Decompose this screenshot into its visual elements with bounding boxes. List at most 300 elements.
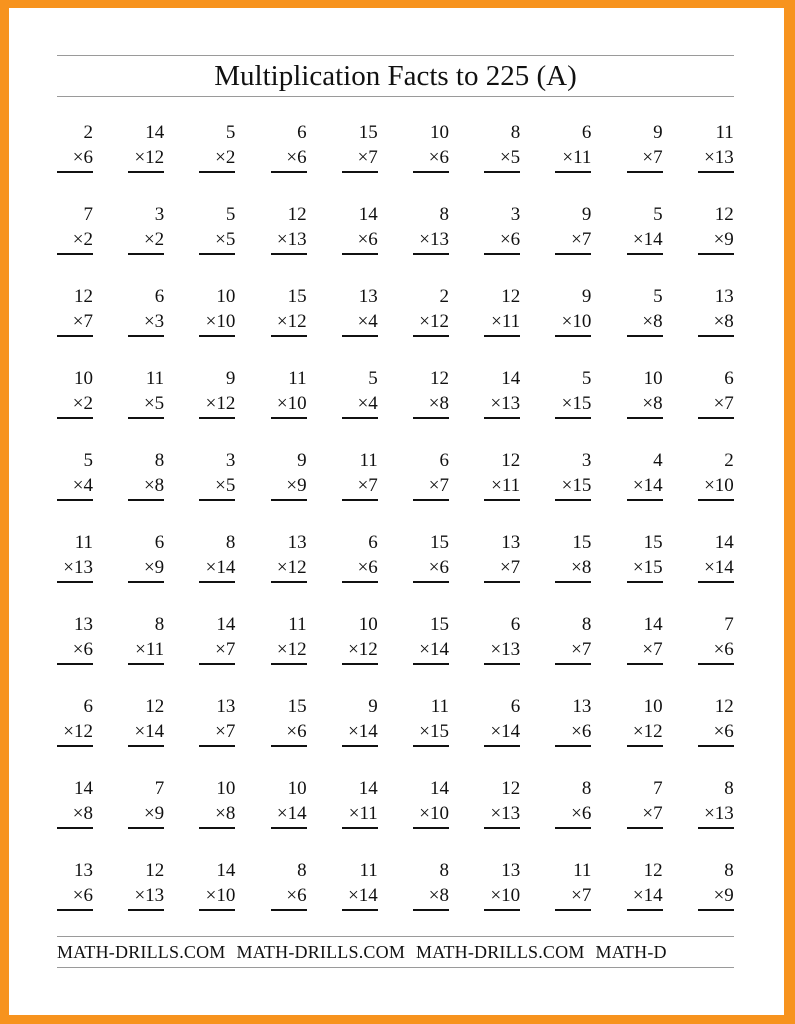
problem [484,860,520,910]
problem [698,204,734,254]
multiplier: ×7 [571,885,592,906]
problem-row [57,122,734,204]
answer-line [484,581,520,583]
multiplicand: 11 [288,614,307,635]
multiplier: ×6 [72,639,93,660]
problem-row [57,778,734,860]
multiplier: ×13 [276,229,307,250]
answer-line [128,581,164,583]
multiplicand: 9 [225,368,236,389]
multiplier: ×6 [286,147,307,168]
multiplicand: 6 [154,286,165,307]
answer-line [57,499,93,501]
multiplier: ×6 [286,721,307,742]
problem [484,614,520,664]
answer-line [342,171,378,173]
multiplicand: 12 [430,368,449,389]
multiplier: ×12 [276,311,307,332]
problem-row [57,532,734,614]
multiplier: ×6 [286,885,307,906]
multiplier: ×8 [713,311,734,332]
problem [484,122,520,172]
problem [271,614,307,664]
multiplier: ×13 [134,885,165,906]
multiplier: ×10 [276,393,307,414]
multiplicand: 9 [368,696,378,717]
problem [698,532,734,582]
problem [555,778,591,828]
multiplier: ×12 [348,639,378,660]
multiplier: ×2 [72,229,93,250]
problem [271,532,307,582]
problem [199,204,235,254]
multiplicand: 7 [724,614,734,635]
problem [413,286,449,336]
answer-line [484,417,520,419]
answer-line [57,581,93,583]
problem [57,696,93,746]
problem [271,122,307,172]
multiplier: ×8 [642,311,663,332]
multiplier: ×7 [571,229,592,250]
answer-line [698,499,734,501]
multiplier: ×8 [642,393,663,414]
multiplicand: 13 [287,532,307,553]
answer-line [413,253,449,255]
multiplicand: 7 [154,778,165,799]
problem [627,696,663,746]
problem [271,778,307,828]
multiplier: ×11 [348,803,378,824]
multiplicand: 11 [74,532,93,553]
answer-line [555,335,591,337]
multiplicand: 6 [154,532,165,553]
problem [271,860,307,910]
problem [199,696,235,746]
problem [627,122,663,172]
multiplicand: 12 [501,778,521,799]
multiplier: ×6 [571,721,592,742]
problem-row [57,696,734,778]
multiplier: ×5 [215,475,236,496]
problem [199,614,235,664]
multiplicand: 11 [430,696,449,717]
multiplier: ×12 [419,311,449,332]
multiplier: ×10 [561,311,592,332]
answer-line [342,663,378,665]
answer-line [342,335,378,337]
answer-line [271,499,307,501]
problem [555,614,591,664]
multiplicand: 5 [653,204,663,225]
multiplicand: 7 [653,778,663,799]
answer-line [342,499,378,501]
answer-line [57,663,93,665]
multiplicand: 11 [359,860,378,881]
multiplier: ×11 [491,311,521,332]
multiplicand: 4 [653,450,663,471]
problem [57,368,93,418]
multiplicand: 10 [643,368,663,389]
problem [555,368,591,418]
multiplier: ×8 [571,557,592,578]
answer-line [128,417,164,419]
problem [484,532,520,582]
multiplier: ×8 [428,393,449,414]
multiplier: ×6 [713,639,734,660]
problem [57,532,93,582]
answer-line [484,171,520,173]
multiplicand: 10 [216,286,236,307]
multiplier: ×2 [215,147,236,168]
multiplicand: 5 [225,204,236,225]
answer-line [698,171,734,173]
multiplicand: 5 [653,286,663,307]
answer-line [128,253,164,255]
multiplicand: 2 [83,122,93,143]
multiplier: ×7 [499,557,521,578]
problem [199,122,235,172]
multiplier: ×15 [419,721,449,742]
multiplier: ×6 [499,229,521,250]
problem [128,532,164,582]
multiplicand: 12 [145,696,165,717]
problem [128,368,164,418]
problem [698,696,734,746]
answer-line [484,827,520,829]
footer-brand-text: MATH-D [595,942,667,962]
problem [57,614,93,664]
multiplier: ×14 [419,639,449,660]
answer-line [627,171,663,173]
multiplicand: 9 [581,286,592,307]
multiplier: ×13 [63,557,93,578]
multiplier: ×11 [491,475,521,496]
problem [128,778,164,828]
multiplier: ×6 [428,147,449,168]
multiplicand: 13 [501,860,521,881]
answer-line [271,171,307,173]
multiplier: ×2 [143,229,165,250]
multiplier: ×13 [704,803,734,824]
problem [128,122,164,172]
problem [342,450,378,500]
multiplicand: 13 [74,860,93,881]
answer-line [555,499,591,501]
multiplicand: 14 [430,778,449,799]
title-bar [57,55,734,97]
answer-line [57,745,93,747]
answer-line [128,663,164,665]
problem [484,286,520,336]
problem [199,368,235,418]
answer-line [627,417,663,419]
multiplicand: 6 [83,696,93,717]
multiplicand: 6 [581,122,592,143]
problem [342,286,378,336]
answer-line [484,745,520,747]
multiplicand: 12 [74,286,93,307]
multiplicand: 3 [225,450,236,471]
multiplier: ×13 [490,803,521,824]
problem [199,286,235,336]
answer-line [627,663,663,665]
multiplier: ×7 [215,721,236,742]
answer-line [128,827,164,829]
multiplier: ×9 [286,475,307,496]
answer-line [342,581,378,583]
problem [128,696,164,746]
answer-line [413,827,449,829]
problem [484,204,520,254]
problem [555,286,591,336]
multiplicand: 6 [510,614,521,635]
answer-line [342,827,378,829]
answer-line [199,171,235,173]
problem [413,532,449,582]
problem [555,860,591,910]
multiplier: ×2 [72,393,93,414]
multiplicand: 8 [724,860,734,881]
multiplier: ×9 [713,885,734,906]
problem-row [57,614,734,696]
problem [484,778,520,828]
problem [698,286,734,336]
answer-line [413,335,449,337]
multiplier: ×6 [357,229,378,250]
problem [698,614,734,664]
problem [555,696,591,746]
answer-line [271,909,307,911]
problem [627,778,663,828]
answer-line [271,827,307,829]
multiplicand: 14 [216,860,236,881]
answer-line [698,745,734,747]
answer-line [271,581,307,583]
multiplicand: 8 [225,532,236,553]
multiplicand: 13 [358,286,378,307]
answer-line [484,253,520,255]
problem [555,532,591,582]
answer-line [555,581,591,583]
problem [413,122,449,172]
multiplier: ×14 [348,721,378,742]
answer-line [413,581,449,583]
multiplicand: 15 [287,286,307,307]
problem [57,122,93,172]
answer-line [57,909,93,911]
problem [413,860,449,910]
answer-line [413,745,449,747]
answer-line [555,253,591,255]
multiplicand: 14 [714,532,734,553]
problem [555,450,591,500]
multiplier: ×7 [215,639,236,660]
answer-line [128,745,164,747]
multiplicand: 11 [359,450,378,471]
multiplicand: 14 [216,614,236,635]
answer-line [57,335,93,337]
multiplier: ×6 [357,557,378,578]
multiplicand: 8 [154,614,165,635]
multiplicand: 13 [216,696,236,717]
problem-row [57,286,734,368]
multiplier: ×12 [63,721,93,742]
answer-line [128,909,164,911]
multiplier: ×6 [571,803,592,824]
multiplicand: 12 [714,204,734,225]
answer-line [199,417,235,419]
answer-line [413,663,449,665]
answer-line [627,581,663,583]
problem-row [57,204,734,286]
footer-brand [57,936,734,968]
multiplicand: 2 [724,450,734,471]
problem [128,860,164,910]
multiplier: ×14 [490,721,521,742]
multiplier: ×6 [72,885,93,906]
multiplier: ×7 [642,639,663,660]
problem [627,204,663,254]
answer-line [271,663,307,665]
multiplicand: 12 [501,450,521,471]
multiplicand: 10 [358,614,378,635]
problem [342,122,378,172]
multiplier: ×13 [704,147,734,168]
multiplier: ×6 [713,721,734,742]
answer-line [57,827,93,829]
problem [57,286,93,336]
answer-line [555,827,591,829]
multiplicand: 15 [430,614,449,635]
multiplicand: 15 [430,532,449,553]
multiplicand: 8 [439,204,449,225]
multiplier: ×9 [143,557,165,578]
multiplier: ×11 [562,147,592,168]
problem [199,450,235,500]
answer-line [627,499,663,501]
multiplicand: 3 [154,204,165,225]
multiplicand: 8 [154,450,165,471]
multiplier: ×11 [135,639,165,660]
footer-brand-text: MATH-DRILLS.COM [57,942,226,962]
multiplier: ×7 [713,393,734,414]
multiplicand: 8 [439,860,449,881]
multiplier: ×7 [642,147,663,168]
multiplicand: 5 [83,450,93,471]
problem [413,614,449,664]
multiplier: ×7 [357,475,378,496]
problem [413,696,449,746]
answer-line [555,745,591,747]
answer-line [484,909,520,911]
multiplier: ×8 [72,803,93,824]
multiplier: ×8 [428,885,449,906]
answer-line [342,253,378,255]
answer-line [698,335,734,337]
answer-line [199,581,235,583]
problem [698,122,734,172]
multiplicand: 13 [572,696,592,717]
problem [627,286,663,336]
problem [199,532,235,582]
multiplier: ×8 [215,803,236,824]
answer-line [484,663,520,665]
problem [128,204,164,254]
problem [271,204,307,254]
multiplicand: 11 [715,122,734,143]
multiplier: ×5 [215,229,236,250]
answer-line [199,335,235,337]
problem [128,614,164,664]
multiplicand: 14 [145,122,165,143]
footer-brand-text: MATH-DRILLS.COM [416,942,585,962]
multiplicand: 5 [225,122,236,143]
multiplicand: 12 [501,286,521,307]
answer-line [698,581,734,583]
problem [342,778,378,828]
multiplicand: 8 [724,778,734,799]
multiplier: ×9 [143,803,165,824]
answer-line [57,171,93,173]
multiplier: ×6 [428,557,449,578]
problem [627,368,663,418]
multiplier: ×10 [205,311,236,332]
problem [128,450,164,500]
problem-row [57,450,734,532]
answer-line [627,253,663,255]
multiplier: ×12 [276,639,307,660]
page-title: Multiplication Facts to 225 (A) [214,59,577,92]
answer-line [627,335,663,337]
multiplier: ×14 [205,557,236,578]
problem-row [57,368,734,450]
problem [627,532,663,582]
multiplicand: 5 [368,368,378,389]
multiplier: ×7 [357,147,378,168]
multiplicand: 10 [430,122,449,143]
multiplicand: 13 [74,614,93,635]
multiplicand: 11 [145,368,165,389]
multiplicand: 8 [581,614,592,635]
answer-line [271,253,307,255]
worksheet-page [9,8,784,1015]
multiplier: ×10 [704,475,734,496]
multiplier: ×7 [571,639,592,660]
multiplicand: 6 [368,532,378,553]
answer-line [128,335,164,337]
multiplier: ×13 [419,229,449,250]
multiplicand: 6 [439,450,449,471]
multiplier: ×14 [276,803,307,824]
answer-line [199,827,235,829]
multiplier: ×4 [357,393,378,414]
multiplier: ×10 [490,885,521,906]
answer-line [627,909,663,911]
problem [413,204,449,254]
multiplicand: 15 [287,696,307,717]
multiplier: ×7 [428,475,449,496]
problem [271,368,307,418]
multiplicand: 14 [358,778,378,799]
multiplicand: 14 [358,204,378,225]
answer-line [199,253,235,255]
multiplicand: 8 [581,778,592,799]
multiplicand: 10 [216,778,236,799]
multiplicand: 9 [297,450,307,471]
problem [698,368,734,418]
multiplicand: 12 [714,696,734,717]
